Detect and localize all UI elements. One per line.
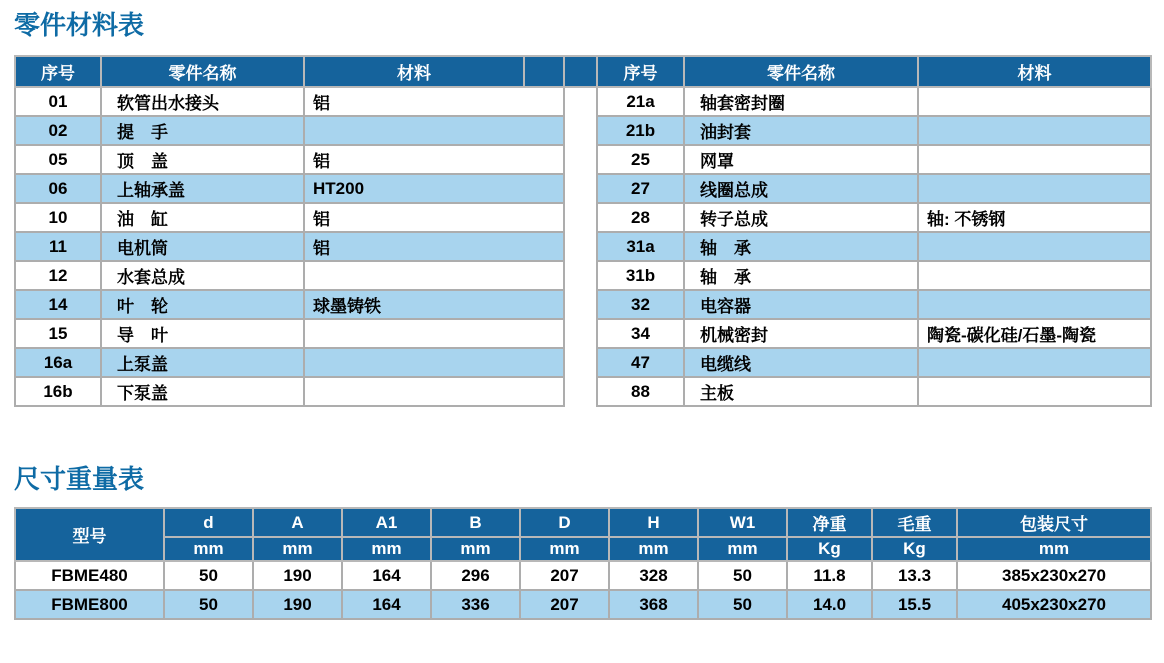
part-material-cell — [918, 261, 1151, 290]
part-material-cell — [918, 116, 1151, 145]
spacer-cell — [564, 348, 597, 377]
part-material-cell: 陶瓷-碳化硅/石墨-陶瓷 — [918, 319, 1151, 348]
parts-material-table — [14, 55, 1152, 407]
part-material-cell: 铝 — [304, 145, 564, 174]
part-material-cell — [918, 348, 1151, 377]
part-name-cell: 轴 承 — [684, 261, 918, 290]
part-no-cell: 01 — [15, 87, 101, 116]
unit-cell: mm — [164, 537, 253, 561]
parts-table-row — [15, 203, 1151, 232]
part-name-cell: 轴套密封圈 — [684, 87, 918, 116]
parts-table-row — [15, 87, 1151, 116]
blank-header-cell — [524, 56, 564, 87]
spacer-header-cell — [564, 56, 597, 87]
value-cell: 50 — [698, 590, 787, 619]
part-no-cell: 47 — [597, 348, 684, 377]
part-name-cell: 叶 轮 — [101, 290, 304, 319]
part-name-cell: 轴 承 — [684, 232, 918, 261]
value-cell: 336 — [431, 590, 520, 619]
part-name-cell: 转子总成 — [684, 203, 918, 232]
part-no-cell: 16a — [15, 348, 101, 377]
parts-table-body — [15, 87, 1151, 406]
parts-table-row — [15, 261, 1151, 290]
unit-cell: mm — [609, 537, 698, 561]
value-cell: 385x230x270 — [957, 561, 1151, 590]
part-no-cell: 12 — [15, 261, 101, 290]
value-cell: 50 — [698, 561, 787, 590]
unit-cell: Kg — [872, 537, 957, 561]
part-material-cell — [304, 261, 564, 290]
value-cell: 50 — [164, 590, 253, 619]
part-no-cell: 02 — [15, 116, 101, 145]
col-header-w1: W1 — [698, 508, 787, 537]
col-header-b: B — [431, 508, 520, 537]
part-material-cell — [918, 290, 1151, 319]
col-header-net-weight: 净重 — [787, 508, 872, 537]
spacer-cell — [564, 87, 597, 116]
part-material-cell: 轴: 不锈钢 — [918, 203, 1151, 232]
spacer-cell — [564, 290, 597, 319]
unit-cell: mm — [342, 537, 431, 561]
part-no-cell: 32 — [597, 290, 684, 319]
part-name-cell: 软管出水接头 — [101, 87, 304, 116]
dims-header-row-labels — [15, 508, 1151, 537]
dims-table-row — [15, 590, 1151, 619]
spacer-cell — [564, 174, 597, 203]
parts-table-row — [15, 174, 1151, 203]
part-material-cell: 球墨铸铁 — [304, 290, 564, 319]
part-material-cell: 铝 — [304, 232, 564, 261]
parts-table-row — [15, 319, 1151, 348]
part-no-cell: 31b — [597, 261, 684, 290]
part-name-cell: 电容器 — [684, 290, 918, 319]
part-name-cell: 主板 — [684, 377, 918, 406]
part-no-cell: 88 — [597, 377, 684, 406]
col-header-dd: D — [520, 508, 609, 537]
spacer-cell — [564, 203, 597, 232]
value-cell: 15.5 — [872, 590, 957, 619]
unit-cell: mm — [698, 537, 787, 561]
value-cell: 296 — [431, 561, 520, 590]
part-name-cell: 顶 盖 — [101, 145, 304, 174]
part-material-cell — [304, 116, 564, 145]
part-name-cell: 水套总成 — [101, 261, 304, 290]
part-no-cell: 21b — [597, 116, 684, 145]
part-name-cell: 下泵盖 — [101, 377, 304, 406]
model-cell: FBME480 — [15, 561, 164, 590]
col-header-no: 序号 — [15, 56, 101, 87]
col-header-package-size: 包装尺寸 — [957, 508, 1151, 537]
parts-table-row — [15, 290, 1151, 319]
value-cell: 14.0 — [787, 590, 872, 619]
part-no-cell: 25 — [597, 145, 684, 174]
part-name-cell: 油封套 — [684, 116, 918, 145]
unit-cell: mm — [431, 537, 520, 561]
model-cell: FBME800 — [15, 590, 164, 619]
dims-table-body — [15, 561, 1151, 619]
value-cell: 405x230x270 — [957, 590, 1151, 619]
part-material-cell — [918, 377, 1151, 406]
spacer-cell — [564, 116, 597, 145]
part-material-cell — [918, 174, 1151, 203]
col-header-a: A — [253, 508, 342, 537]
col-header-part-name: 零件名称 — [684, 56, 918, 87]
value-cell: 164 — [342, 590, 431, 619]
part-material-cell: HT200 — [304, 174, 564, 203]
part-name-cell: 机械密封 — [684, 319, 918, 348]
value-cell: 207 — [520, 590, 609, 619]
parts-table-title: 零件材料表 — [14, 10, 145, 40]
parts-table-header-row — [15, 56, 1151, 87]
part-material-cell — [304, 319, 564, 348]
part-no-cell: 16b — [15, 377, 101, 406]
parts-table-row — [15, 145, 1151, 174]
part-name-cell: 电缆线 — [684, 348, 918, 377]
part-name-cell: 油 缸 — [101, 203, 304, 232]
part-name-cell: 导 叶 — [101, 319, 304, 348]
value-cell: 50 — [164, 561, 253, 590]
part-no-cell: 34 — [597, 319, 684, 348]
part-material-cell — [918, 232, 1151, 261]
parts-table-row — [15, 232, 1151, 261]
value-cell: 11.8 — [787, 561, 872, 590]
col-header-model: 型号 — [15, 508, 164, 561]
part-no-cell: 31a — [597, 232, 684, 261]
value-cell: 13.3 — [872, 561, 957, 590]
value-cell: 164 — [342, 561, 431, 590]
part-name-cell: 上泵盖 — [101, 348, 304, 377]
parts-table-row — [15, 377, 1151, 406]
col-header-material: 材料 — [304, 56, 524, 87]
part-material-cell: 铝 — [304, 87, 564, 116]
part-no-cell: 10 — [15, 203, 101, 232]
part-material-cell: 铝 — [304, 203, 564, 232]
part-name-cell: 线圈总成 — [684, 174, 918, 203]
col-header-h: H — [609, 508, 698, 537]
dimensions-weight-table — [14, 507, 1152, 620]
part-no-cell: 11 — [15, 232, 101, 261]
unit-cell: mm — [957, 537, 1151, 561]
parts-table-row — [15, 116, 1151, 145]
col-header-material: 材料 — [918, 56, 1151, 87]
unit-cell: mm — [520, 537, 609, 561]
part-no-cell: 05 — [15, 145, 101, 174]
part-no-cell: 21a — [597, 87, 684, 116]
spacer-cell — [564, 261, 597, 290]
dimensions-table-title: 尺寸重量表 — [14, 464, 145, 494]
spacer-cell — [564, 319, 597, 348]
part-material-cell — [918, 145, 1151, 174]
part-name-cell: 网罩 — [684, 145, 918, 174]
value-cell: 190 — [253, 590, 342, 619]
part-name-cell: 上轴承盖 — [101, 174, 304, 203]
parts-table-row — [15, 348, 1151, 377]
part-material-cell — [918, 87, 1151, 116]
unit-cell: mm — [253, 537, 342, 561]
part-material-cell — [304, 377, 564, 406]
part-no-cell: 14 — [15, 290, 101, 319]
col-header-a1: A1 — [342, 508, 431, 537]
dims-table-row — [15, 561, 1151, 590]
part-name-cell: 电机筒 — [101, 232, 304, 261]
col-header-part-name: 零件名称 — [101, 56, 304, 87]
part-no-cell: 06 — [15, 174, 101, 203]
part-name-cell: 提 手 — [101, 116, 304, 145]
value-cell: 207 — [520, 561, 609, 590]
value-cell: 328 — [609, 561, 698, 590]
spacer-cell — [564, 377, 597, 406]
unit-cell: Kg — [787, 537, 872, 561]
part-no-cell: 28 — [597, 203, 684, 232]
value-cell: 368 — [609, 590, 698, 619]
col-header-d: d — [164, 508, 253, 537]
part-no-cell: 15 — [15, 319, 101, 348]
spacer-cell — [564, 232, 597, 261]
part-no-cell: 27 — [597, 174, 684, 203]
value-cell: 190 — [253, 561, 342, 590]
part-material-cell — [304, 348, 564, 377]
col-header-no: 序号 — [597, 56, 684, 87]
col-header-gross-weight: 毛重 — [872, 508, 957, 537]
dims-header-row-units — [15, 537, 1151, 561]
spacer-cell — [564, 145, 597, 174]
